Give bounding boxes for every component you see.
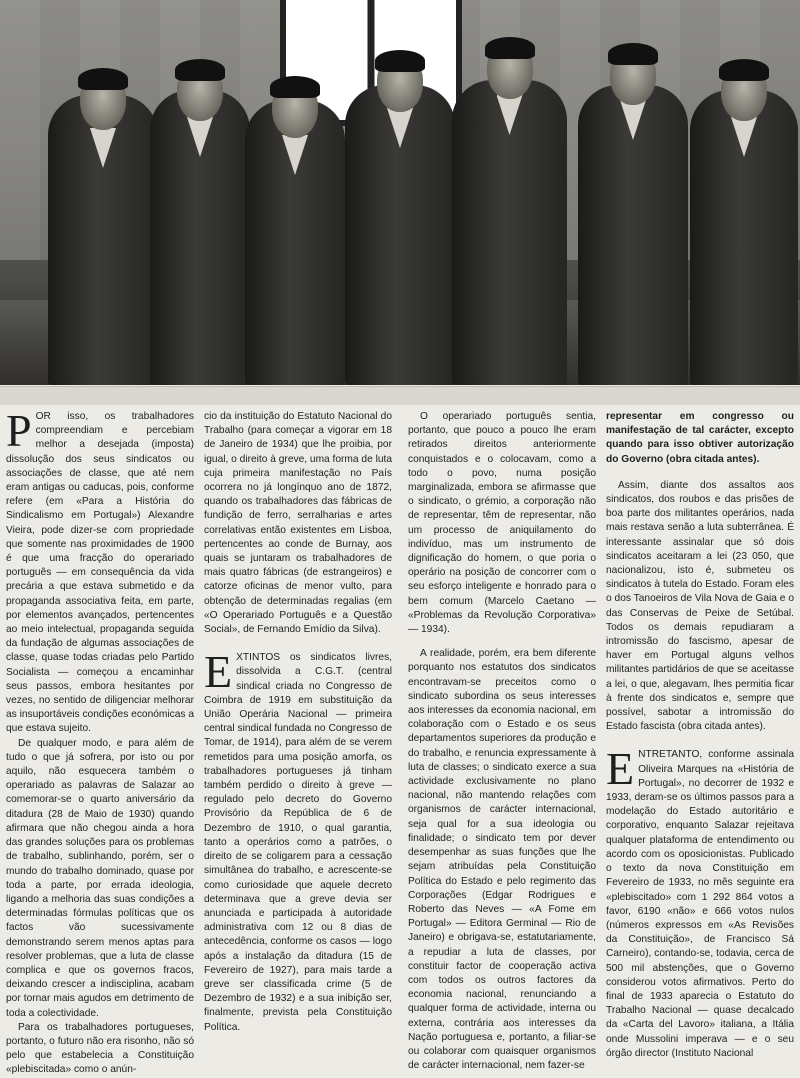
paragraph: P OR isso, os trabalhadores compreendiam e percebiam melhor a desejada (imposta) dissolução dos seus sindicatos ou associações de classe, que até nem eram antigas ou caducas, pois, conforme refere (em «Para a História do Sindicalismo em Portugal») Alexandre Vieira, pode dizer-se com propriedade que somente nas proximidades de 1900 é que uma fracção do operariado português — em consequência da vida precária a que estava submetido e da propaganda associativa feita, em parte, por elementos avançados, pertencentes ao meio intelectual, propaganda seguida da fundação de algumas associações de classe, quase todas criadas pelo Partido Socialista — começou a encaminhar seus passos, embora hesitantes por vezes, no sentido de diligenciar melhorar as insuportáveis condições económicas a que estava sujeito. [6,405,195,735]
paragraph: Para os trabalhadores portugueses, portanto, o futuro não era risonho, não só pelo que estabelecia a Constituição «plebiscitada» como o anún- [6,1021,194,1076]
person-3 [245,45,345,385]
person-2 [150,35,250,385]
text-column-1 [6,405,195,1078]
paragraph: Assim, diante dos assaltos aos sindicatos, dos roubos e das prisões de boa parte dos militantes operários, nada mais restava senão a luta subterrânea. É interessante assinalar que só dois sindicatos aceitaram a lei (23 050, que nacionalizou, isto é, submeteu os sindicatos à tutela do Estado. Foram eles o dos Tanoeiros de Vila Nova de Gaia e o das Conservas de Peixe de Setúbal. Todos os demais repudiaram a intromissão do fascismo, apesar de haver em Portugal alguns velhos militantes partidários de que se aceitasse a lei, o que, alegavam, lhes permitia ficar à frente dos sindicatos e, sempre que possível, sabotar a intromissão do Estado fascista (obra citada antes). [606,479,794,733]
person-1 [48,40,158,385]
text-column-2 [204,410,392,1035]
drop-cap: P [6,405,32,456]
person-5 [452,23,567,385]
paragraph: O operariado português sentia, portanto, que pouco a pouco lhe eram retirados direitos anteriormente conquistados e o colocavam, como a todo o povo, numa posição marginalizada, embora se afirmasse que o sindicato, o grémio, a corporação não de representar, têm de representar, não um processo de aniquilamento do indivíduo, mas um instrumento de dignificação do homem, o que poria o operário na posição de concorrer com o seu esforço inteligente e honrado para o bem comum (Marcelo Caetano — «Problemas da Revolução Corporativa» — 1934). [408,411,596,636]
text-column-3 [408,410,596,1073]
paragraph: E XTINTOS os sindicatos livres, dissolvida a C.G.T. (central sindical criada no Congresso de Coimbra de 1919 em substituição da União Operária Nacional — primeira central sindical fundada no Congresso de Tomar, de 1914), para além de se verem remetidos para uma posição amorfa, os trabalhadores portugueses já tinham também perdido o direito à greve — regulado pelo decreto do Governo Provisório da República de 6 de Dezembro de 1910, o qual garantia, tanto a operários como a patrões, o direito de se coligarem para a cessação simultânea do trabalho, e acrescente-se como curiosidade que aquele decreto determinava que a greve devia ser anunciada e participada à autoridade administrativa com 12 ou 8 dias de antecedência, conforme os casos — logo após a instalação da ditadura (15 de Fevereiro de 1927), para mais tarde a greve ser classificada crime (5 de Dezembro de 1932) e a sua inibição ser, finalmente, prevista pela Constituição Política. [204,646,392,1033]
text-column-4 [606,410,794,1061]
paragraph: E NTRETANTO, conforme assinala Oliveira Marques na «História de Portugal», no decorrer de 1932 e 1933, deram-se os últimos passos para a modelação do Estado autoritário e corporativo, enquanto Salazar rejeitava qualquer plataforma de entendimento ou acordo com os oposicionistas. Publicado o texto da nova Constituição em Fevereiro de 1933, no mês seguinte era «plebiscitado» com 1 292 864 votos a favor, 6190 «não» e 666 votos nulos (números expressos em «As Revisões da Constituição», de Francisco Sá Carneiro), contando-se, todavia, cerca de 500 mil abstenções, que o Governo considerou votos afirmativos. Perto do final de 1933 aparecia o Estatuto do Trabalho Nacional — quase decalcado da «Carta del Lavoro» italiana, a Itália onde Mussolini imperava — e o seu órgão director (Instituto Nacional [606,743,794,1059]
drop-cap: E [204,646,233,698]
person-4 [345,30,455,385]
paragraph: cio da instituição do Estatuto Nacional do Trabalho (para começar a vigorar em 18 de Janeiro de 1934) que lhe proibia, por igual, o direito à greve, uma forma de luta cuja primeira manifestação no País ocorrera no já longínquo ano de 1872, quando os trabalhadores das fábricas de fundição de ferro, serralharias e artes correlativas então existentes em Lisboa, pertencentes ao conde de Burnay, aos quais se juntaram os trabalhadores de mais quatro fábricas (de estrangeiros) e catorze oficinas de menor vulto, para obtenção de determinadas regalias (em «O Operariado Português e a Questão Social», de Fernando Emídio da Silva). [204,411,393,636]
paragraph: representar em congresso ou manifestação de tal carácter, excepto quando para isso obtiver autorização do Governo (obra citada antes). [606,411,794,465]
drop-cap: E [606,743,635,795]
paragraph: A realidade, porém, era bem diferente porquanto nos estatutos dos sindicatos encontravam-se preceitos como o sindicato subordina os seus interesses aos interesses da economia nacional, em colaboração com o Estado e os seus departamentos superiores da produção e do trabalho, e renuncia expressamente à luta de classes; o sindicato exerce a sua actividade exclusivamente no plano nacional, não mantendo relações com organismos de carácter internacional, seja qual for a sua ideologia ou finalidade; o sindicato tem por dever desempenhar as suas funções que lhe sejam atribuídas pela Constituição Política do Estado e pelo regimento das Corporações (Edgar Rodrigues e Roberto das Neves — «A Fome em Portugal» — Editora Germinal — Rio de Janeiro) e obrigava-se, estatutariamente, a repudiar a luta de classes, por constituir factor de cooperação activa com todos os outros factores da economia nacional, renunciando a qualquer forma de actividade, interna ou externa, contrária aos interesses da Nação portuguesa e, portanto, a filiar-se ou colaborar com quaisquer organismos de carácter internacional, nem fazer-se [408,648,596,1072]
person-7 [690,35,798,385]
person-6 [578,25,688,385]
paragraph: De qualquer modo, e para além de tudo o que já sofrera, por isto ou por aquilo, não esquecera também o operariado as palavras de Salazar ao comemorar-se o quarto aniversário da ditadura (28 de Maio de 1930) quando afirmara que não chegou ainda a hora das grandes soluções para os problemas de trabalho, sublinhando, porém, ser o mundo do trabalho dominado, quase por toda a parte, por errada ideologia, ligando a melhoria das suas condições a determinadas fórmulas políticas que os factos vão sucessivamente demonstrando serem menos aptas para resolver problemas, que a luta de classe complica e que os governos fracos, deixando crescer a indisciplina, acabam por tornar mais agudos em detrimento de toda a colectividade. [6,737,194,1019]
group-photo [0,0,800,385]
photo-caption-band [0,386,800,405]
